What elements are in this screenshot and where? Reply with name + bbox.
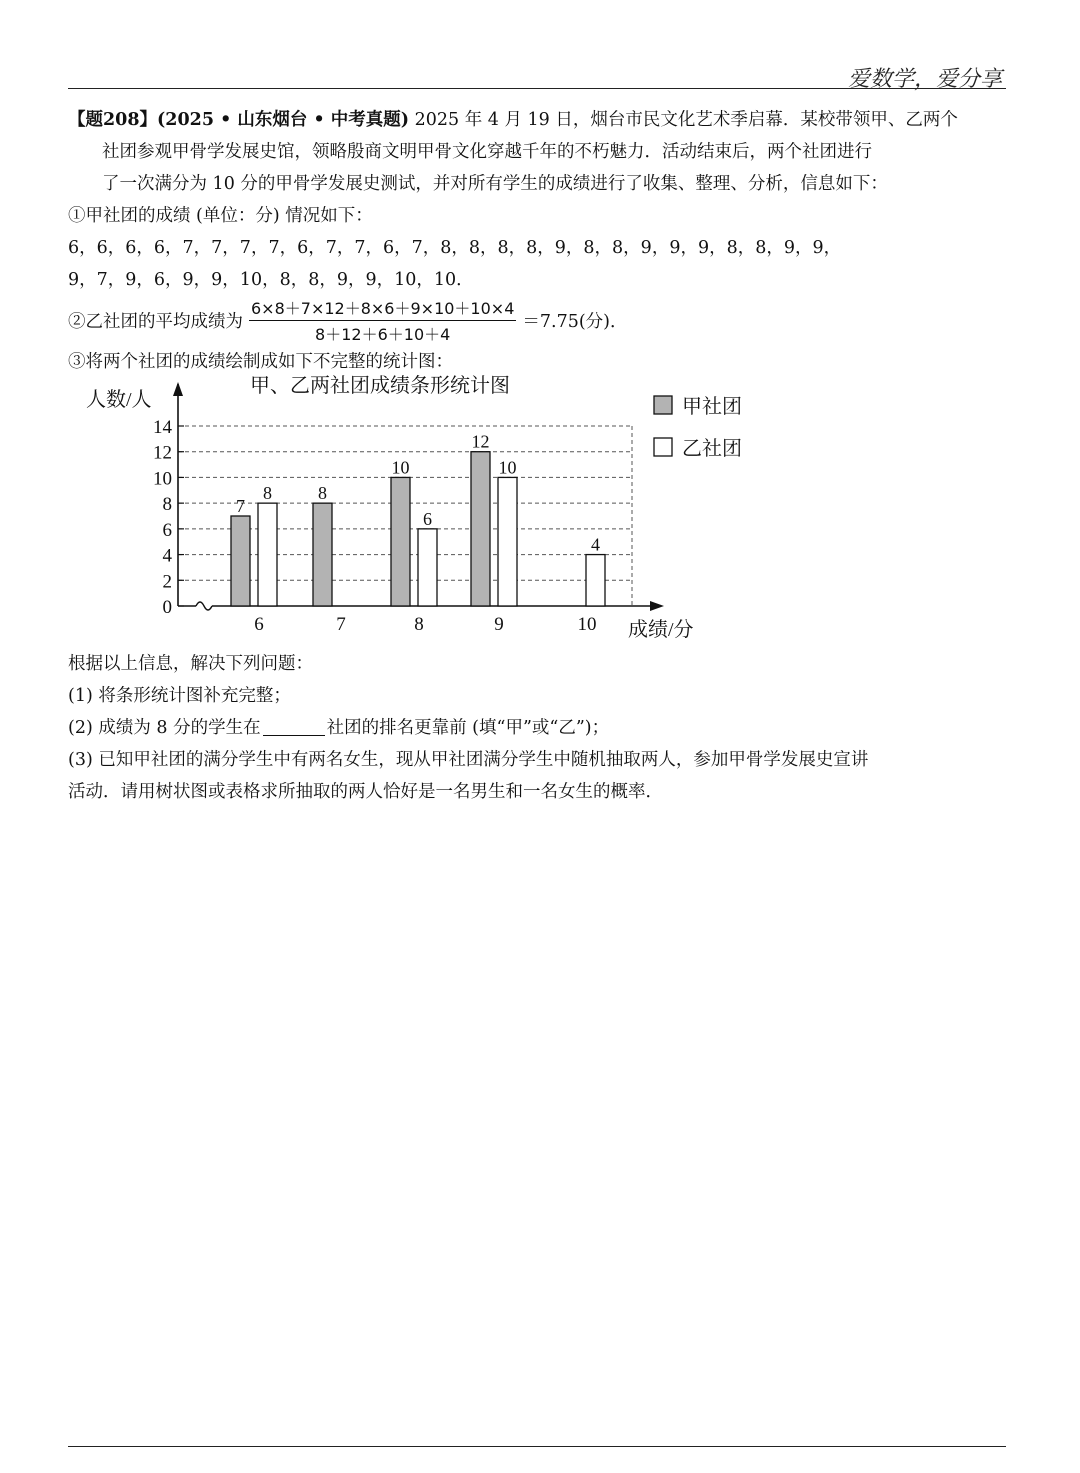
questions-block — [68, 648, 1010, 808]
info-3-line: ③将两个社团的成绩绘制成如下不完整的统计图： — [68, 352, 453, 372]
bar-jia — [313, 503, 332, 606]
average-fraction — [249, 296, 516, 345]
fraction-numerator: 6×8＋7×12＋8×6＋9×10＋10×4 — [249, 296, 516, 321]
problem-intro-line-3: 了一次满分为 10 分的甲骨学发展史测试，并对所有学生的成绩进行了收集、整理、分析，信息如下： — [102, 174, 888, 194]
y-tick-label: 10 — [153, 468, 172, 490]
chart-title: 甲、乙两社团成绩条形统计图 — [250, 375, 510, 397]
bar-label-jia: 8 — [318, 483, 327, 504]
question-2 — [68, 712, 1010, 744]
info-2-line — [68, 298, 1010, 342]
y-tick-label: 2 — [162, 571, 172, 593]
x-tick-label: 6 — [254, 614, 264, 635]
bar-yi — [586, 555, 605, 606]
x-axis-break — [196, 602, 212, 610]
problem-intro-line-2: 社团参观甲骨学发展史馆，领略殷商文明甲骨文化穿越千年的不朽魅力．活动结束后，两个社团进行 — [102, 142, 872, 162]
legend-swatch — [654, 438, 672, 456]
bar-chart-svg — [68, 370, 788, 645]
info-1-title: ①甲社团的成绩 (单位：分) 情况如下： — [68, 206, 373, 226]
y-axis-arrow — [173, 382, 183, 396]
problem-intro-line-1 — [68, 104, 1010, 136]
y-tick-label: 14 — [153, 417, 172, 438]
y-axis-label: 人数/人 — [86, 389, 152, 411]
questions-lead: 根据以上信息，解决下列问题： — [68, 654, 313, 674]
x-tick-label: 7 — [336, 614, 346, 635]
jia-scores-line-2: 9，7，9，6，9，9，10，8，8，9，9，10，10． — [68, 270, 474, 290]
bar-label-jia: 7 — [236, 496, 245, 516]
x-tick-label: 10 — [577, 614, 597, 635]
y-tick-label: 0 — [162, 597, 172, 618]
footer-rule — [68, 1446, 1006, 1447]
bar-chart — [68, 370, 788, 645]
problem-tag: 【题208】 — [68, 110, 158, 130]
bar-jia — [231, 516, 250, 606]
header-rule — [68, 88, 1006, 89]
legend-label: 乙社团 — [682, 438, 742, 460]
question-2-prefix: (2) 成绩为 8 分的学生在 — [68, 718, 261, 738]
y-tick-label: 6 — [162, 519, 172, 541]
problem-body — [68, 104, 1010, 378]
bar-jia — [471, 452, 490, 606]
bar-label-jia: 10 — [391, 457, 410, 478]
x-tick-label: 8 — [414, 614, 424, 635]
x-tick-label: 9 — [494, 614, 504, 635]
jia-scores-line-1: 6，6，6，6，7，7，7，7，6，7，7，6，7，8，8，8，8，9，8，8，9，9，9，8，8，9，9， — [68, 238, 842, 258]
fraction-denominator: 8＋12＋6＋10＋4 — [315, 324, 451, 344]
y-tick-label: 12 — [153, 442, 172, 464]
bar-label-jia: 12 — [471, 431, 490, 452]
bar-yi — [418, 529, 437, 606]
y-tick-label: 4 — [162, 545, 172, 567]
bar-label-yi: 8 — [263, 483, 272, 504]
question-1: (1) 将条形统计图补充完整； — [68, 686, 291, 706]
problem-intro-text-1: 2025 年 4 月 19 日，烟台市民文化艺术季启幕．某校带领甲、乙两个 — [414, 110, 958, 130]
info-2-prefix: ②乙社团的平均成绩为 — [68, 311, 243, 332]
problem-source: (2025 • 山东烟台 • 中考真题) — [157, 110, 410, 130]
x-axis-arrow — [650, 601, 664, 611]
question-3-line-1: (3) 已知甲社团的满分学生中有两名女生，现从甲社团满分学生中随机抽取两人，参加甲骨学发展史宣讲 — [68, 750, 869, 770]
bar-label-yi: 4 — [591, 534, 600, 555]
bar-label-yi: 6 — [423, 508, 432, 529]
question-3-line-2: 活动．请用树状图或表格求所抽取的两人恰好是一名男生和一名女生的概率． — [68, 782, 663, 802]
answer-blank — [263, 715, 325, 736]
bar-yi — [498, 477, 517, 606]
legend-label: 甲社团 — [682, 396, 742, 418]
info-2-suffix: ＝7.75(分)． — [522, 311, 628, 332]
y-tick-label: 8 — [162, 494, 172, 516]
bar-yi — [258, 503, 277, 606]
bar-label-yi: 10 — [498, 457, 517, 478]
x-axis-label: 成绩/分 — [628, 619, 694, 641]
header-motto: 爱数学，爱分享 — [847, 67, 1002, 92]
bar-jia — [391, 477, 410, 606]
question-2-suffix: 社团的排名更靠前 (填“甲”或“乙”)； — [326, 718, 610, 738]
legend-swatch — [654, 396, 672, 414]
